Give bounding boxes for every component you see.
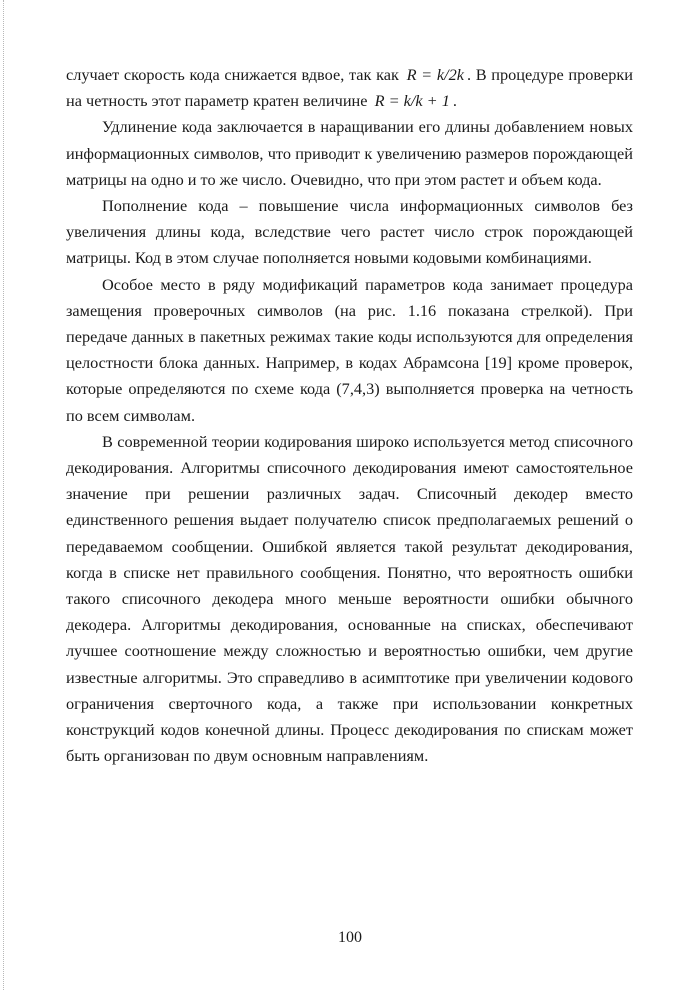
paragraph-code-augmentation: Пополнение кода – повышение числа информационных символов без увеличения длины кода, вследствие чего растет число строк порождающей матрицы. Код в этом случае пополняется новыми кодовыми комбинациями.	[66, 196, 633, 268]
paragraph-code-lengthening: Удлинение кода заключается в наращивании его длины добавлением новых информационных символов, что приводит к увеличению размеров порождающей матрицы на одно и то же число. Очевидно, что при этом растет и объем кода.	[66, 117, 633, 189]
paragraph-check-symbol-replacement: Особое место в ряду модификаций параметров кода занимает процедура замещения проверочных символов (на рис. 1.16 показана стрелкой). При передаче данных в пакетных режимах такие коды используются для определения целостности блока данных. Например, в кодах Абрамсона [19] кроме проверок, которые определяются по схеме кода (7,4,3) выполняется проверка на четность по всем символам.	[66, 274, 633, 425]
paragraph-code-rate	[66, 62, 633, 114]
paragraph-text: .	[452, 91, 457, 111]
paragraph-list-decoding: В современной теории кодирования широко используется метод списочного декодирования. Алгоритмы списочного декодирования имеют самостоятельное значение при решении различных задач. Списочный декодер вместо единственного решения выдает получателю список предполагаемых решений о передаваемом сообщении. Ошибкой является такой результат декодирования, когда в списке нет правильного сообщения. Понятно, что вероятность ошибки такого списочного декодера много меньше вероятности ошибки обычного декодера. Алгоритмы декодирования, основанные на списках, обеспечивают лучшее соотношение между сложностью и вероятностью ошибки, чем другие известные алгоритмы. Это справедливо в асимптотике при увеличении кодового ограничения сверточного кода, а также при использовании конкретных конструкций кодов конечной длины. Процесс декодирования по спискам может быть организован по двум основным направлениям.	[66, 431, 633, 766]
formula-rate-halved: R = k/2k	[406, 65, 464, 84]
paragraph-text: случает скорость кода снижается вдвое, так как	[66, 65, 399, 84]
paragraph-text: . В процедуре проверки на четность этот параметр кратен величине	[66, 65, 634, 111]
page-edge-dotted-border	[3, 0, 4, 990]
formula-rate-parity: R = k/k + 1	[374, 91, 450, 111]
document-page	[66, 62, 633, 769]
page-number: 100	[338, 929, 362, 946]
